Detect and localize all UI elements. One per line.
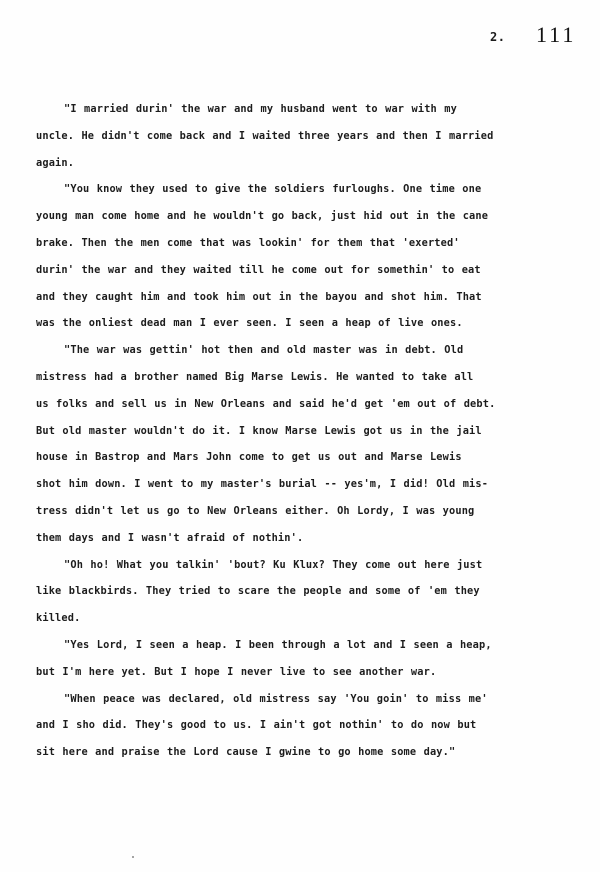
text-line: house in Bastrop and Mars John come to get us out and Marse Lewis [36,451,462,464]
text-line: shot him down. I went to my master's burial -- yes'm, I did! Old mis- [36,478,489,491]
text-line: uncle. He didn't come back and I waited three years and then I married [36,129,494,142]
scan-speck [132,856,134,858]
text-line: but I'm here yet. But I hope I never live to see another war. [36,665,437,678]
text-line: "The war was gettin' hot then and old master was in debt. Old [64,344,464,357]
text-line: was the onliest dead man I ever seen. I seen a heap of live ones. [36,317,463,330]
text-line: them days and I wasn't afraid of nothin'. [36,531,304,544]
page-number: 2. [490,30,506,44]
paragraph [36,337,526,551]
text-line: young man come home and he wouldn't go back, just hid out in the cane [36,210,489,223]
text-line: again. [36,156,75,169]
text-line: sit here and praise the Lord cause I gwine to go home some day." [36,746,456,759]
text-line: "I married durin' the war and my husband went to war with my [64,103,457,115]
archive-number: 111 [536,22,577,47]
paragraph [36,632,526,686]
paragraph [36,552,526,632]
paragraph [36,686,526,766]
paragraph [36,176,526,337]
text-line: like blackbirds. They tried to scare the people and some of 'em they [36,585,480,598]
text-line: "You know they used to give the soldiers furloughs. One time one [64,183,482,196]
text-line: "When peace was declared, old mistress say 'You goin' to miss me' [64,692,488,705]
text-line: killed. [36,612,81,625]
text-line: us folks and sell us in New Orleans and said he'd get 'em out of debt. [36,397,496,410]
text-line: tress didn't let us go to New Orleans either. Oh Lordy, I was young [36,504,475,517]
text-line: and I sho did. They's good to us. I ain't got nothin' to do now but [36,719,477,732]
paragraph [36,96,526,176]
text-line: mistress had a brother named Big Marse Lewis. He wanted to take all [36,370,474,383]
text-line: But old master wouldn't do it. I know Marse Lewis got us in the jail [36,424,482,437]
text-line: "Oh ho! What you talkin' 'bout? Ku Klux? They come out here just [64,558,483,571]
text-line: brake. Then the men come that was lookin' for them that 'exerted' [36,236,460,249]
document-body [36,96,526,766]
text-line: and they caught him and took him out in the bayou and shot him. That [36,290,482,303]
text-line: "Yes Lord, I seen a heap. I been through a lot and I seen a heap, [64,638,492,651]
text-line: durin' the war and they waited till he come out for somethin' to eat [36,263,481,276]
